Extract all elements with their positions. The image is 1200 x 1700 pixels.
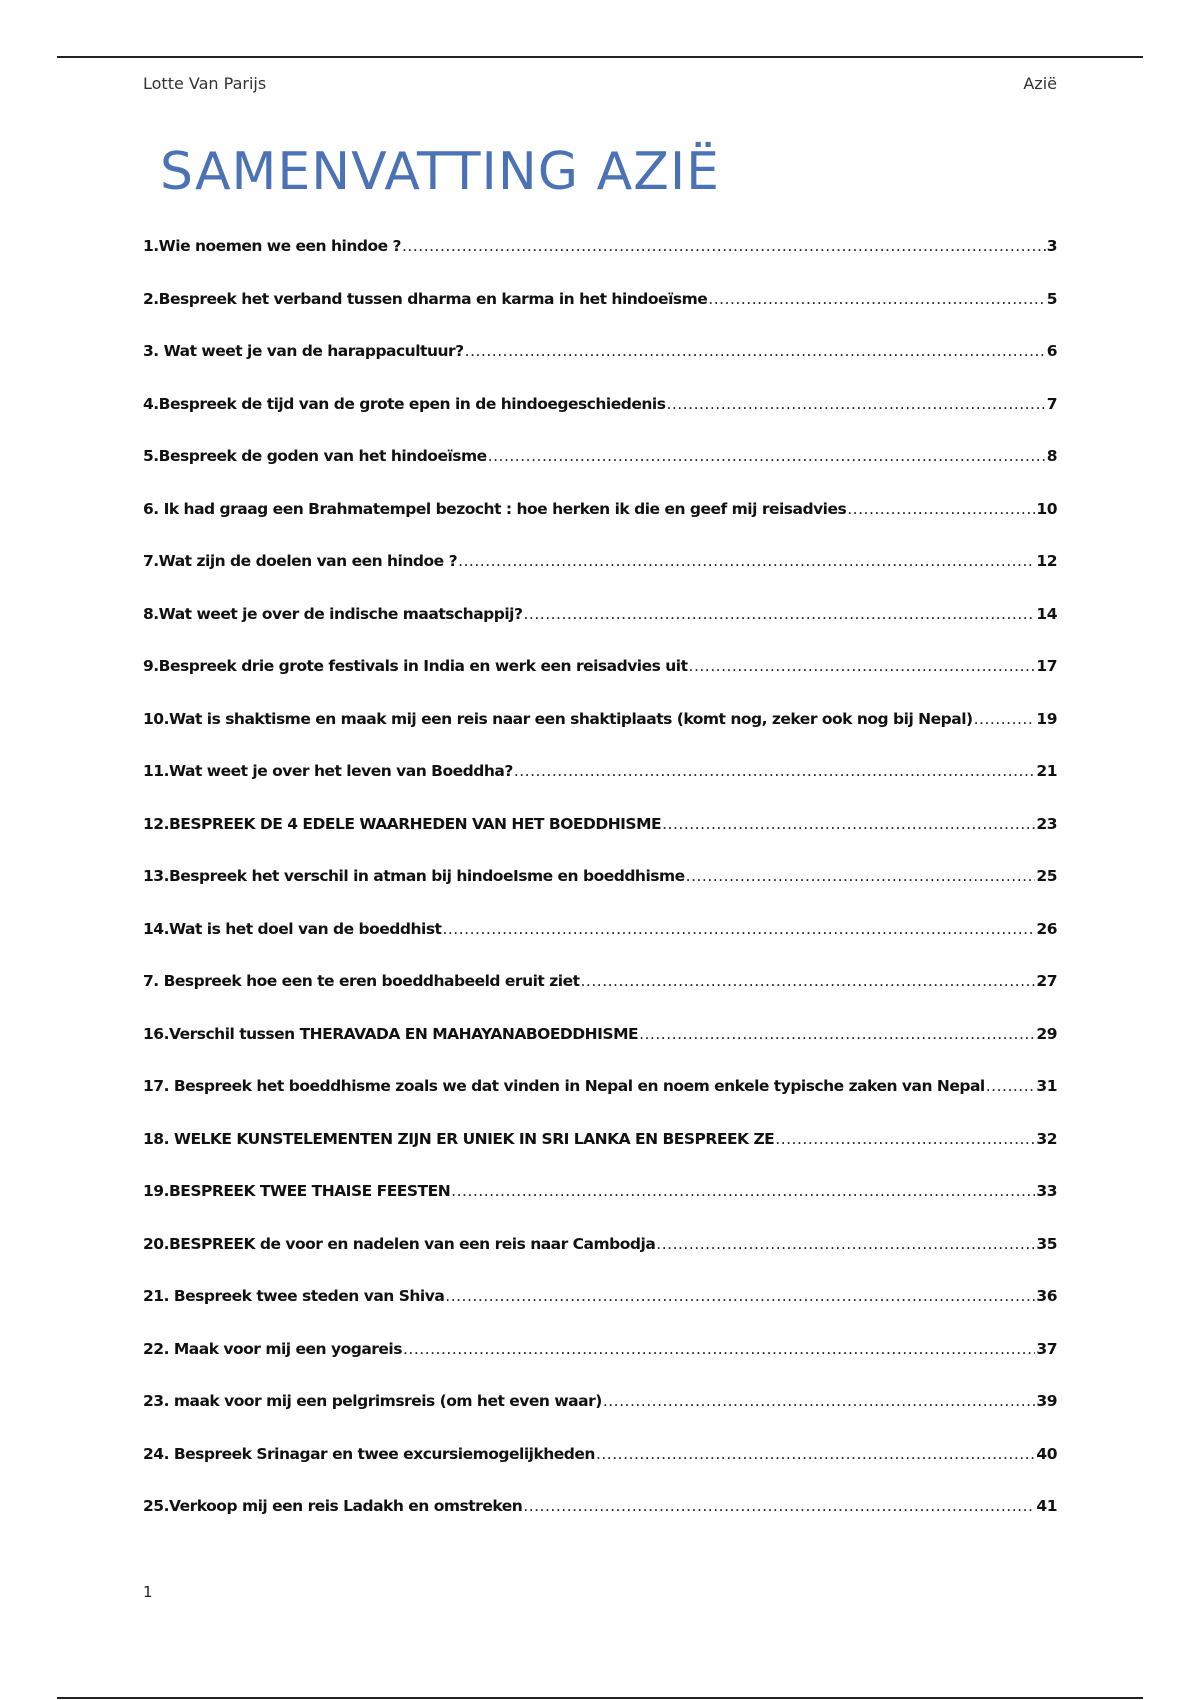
toc-entry-page: 23 (1036, 814, 1057, 833)
toc-entry-page: 33 (1036, 1182, 1057, 1200)
toc-entry-page: 25 (1036, 867, 1057, 885)
toc-entry-label: 7.Wat zijn de doelen van een hindoe ? (143, 552, 458, 570)
table-of-contents (143, 237, 1057, 1550)
toc-leader (458, 552, 1035, 570)
toc-entry[interactable] (143, 972, 1057, 1025)
toc-entry-page: 14 (1036, 604, 1057, 623)
toc-entry[interactable] (143, 1235, 1057, 1288)
toc-entry[interactable] (143, 762, 1057, 815)
toc-entry-page: 32 (1036, 1129, 1057, 1148)
toc-entry[interactable] (143, 1025, 1057, 1078)
toc-entry-page: 41 (1036, 1497, 1057, 1515)
toc-entry-label: 3. Wat weet je van de harappacultuur? (143, 342, 464, 360)
toc-entry-page: 36 (1036, 1287, 1057, 1305)
header-subject: Azië (1023, 74, 1057, 93)
toc-leader (523, 1497, 1035, 1515)
toc-entry-label: 22. Maak voor mij een yogareis (143, 1339, 402, 1358)
toc-entry[interactable] (143, 237, 1057, 290)
toc-entry-page: 26 (1036, 919, 1057, 938)
toc-leader (523, 605, 1035, 623)
toc-leader (403, 1340, 1035, 1358)
toc-entry-page: 37 (1036, 1339, 1057, 1358)
toc-entry-label: 5.Bespreek de goden van het hindoeïsme (143, 447, 487, 465)
toc-entry-label: 21. Bespreek twee steden van Shiva (143, 1287, 445, 1305)
toc-entry-label: 7. Bespreek hoe een te eren boeddhabeeld eruit ziet (143, 972, 580, 990)
toc-entry[interactable] (143, 657, 1057, 710)
toc-entry[interactable] (143, 1340, 1057, 1393)
toc-leader (639, 1025, 1035, 1043)
toc-entry[interactable] (143, 500, 1057, 553)
toc-entry-label: 18. WELKE KUNSTELEMENTEN ZIJN ER UNIEK IN SRI LANKA EN BESPREEK ZE (143, 1129, 775, 1148)
toc-leader (488, 447, 1046, 465)
toc-leader (465, 342, 1046, 360)
toc-entry-label: 1.Wie noemen we een hindoe ? (143, 237, 401, 255)
toc-entry-label: 8.Wat weet je over de indische maatschappij? (143, 604, 523, 623)
toc-entry-page: 7 (1046, 394, 1057, 413)
toc-entry-page: 6 (1046, 342, 1057, 360)
toc-entry[interactable] (143, 1497, 1057, 1550)
toc-entry[interactable] (143, 395, 1057, 448)
toc-entry-page: 21 (1036, 762, 1057, 780)
page-number: 1 (143, 1583, 153, 1601)
toc-entry-page: 27 (1036, 972, 1057, 990)
toc-entry[interactable] (143, 605, 1057, 658)
toc-entry-label: 10.Wat is shaktisme en maak mij een reis naar een shaktiplaats (komt nog, zeker ook nog bij Nepal) (143, 709, 973, 728)
toc-entry-label: 14.Wat is het doel van de boeddhist (143, 919, 442, 938)
toc-entry[interactable] (143, 447, 1057, 500)
toc-entry[interactable] (143, 342, 1057, 395)
toc-entry-label: 6. Ik had graag een Brahmatempel bezocht : hoe herken ik die en geef mij reisadvies (143, 499, 847, 518)
toc-entry[interactable] (143, 290, 1057, 343)
toc-leader (847, 500, 1035, 518)
toc-entry-page: 12 (1036, 552, 1057, 570)
toc-leader (689, 657, 1036, 675)
toc-entry[interactable] (143, 815, 1057, 868)
toc-leader (686, 867, 1036, 885)
toc-entry[interactable] (143, 1130, 1057, 1183)
toc-entry-label: 4.Bespreek de tijd van de grote epen in de hindoegeschiedenis (143, 394, 666, 413)
toc-leader (986, 1077, 1036, 1095)
toc-entry-page: 31 (1036, 1077, 1057, 1095)
toc-entry[interactable] (143, 1287, 1057, 1340)
toc-entry-page: 19 (1036, 709, 1057, 728)
toc-entry-label: 2.Bespreek het verband tussen dharma en karma in het hindoeïsme (143, 289, 708, 308)
toc-entry-page: 5 (1046, 289, 1057, 308)
toc-entry-page: 10 (1036, 499, 1057, 518)
toc-entry-label: 16.Verschil tussen THERAVADA EN MAHAYANABOEDDHISME (143, 1024, 639, 1043)
toc-entry-page: 17 (1036, 657, 1057, 675)
document-title: SAMENVATTING AZIË (160, 142, 721, 202)
header-rule (57, 56, 1143, 58)
toc-leader (775, 1130, 1035, 1148)
toc-leader (442, 920, 1035, 938)
toc-entry-page: 35 (1036, 1234, 1057, 1253)
header-author: Lotte Van Parijs (143, 74, 267, 93)
toc-leader (402, 237, 1046, 255)
toc-entry-label: 11.Wat weet je over het leven van Boeddha? (143, 762, 513, 780)
toc-leader (514, 762, 1036, 780)
toc-leader (445, 1287, 1035, 1305)
toc-entry-page: 3 (1046, 237, 1057, 255)
toc-entry-page: 39 (1036, 1392, 1057, 1410)
toc-entry-label: 19.BESPREEK TWEE THAISE FEESTEN (143, 1182, 451, 1200)
toc-entry-page: 40 (1036, 1444, 1057, 1463)
page-header (143, 74, 1057, 93)
toc-entry[interactable] (143, 1392, 1057, 1445)
toc-entry-label: 17. Bespreek het boeddhisme zoals we dat vinden in Nepal en noem enkele typische zaken van Nepal (143, 1077, 985, 1095)
toc-entry[interactable] (143, 920, 1057, 973)
toc-leader (581, 972, 1036, 990)
toc-entry-page: 8 (1046, 447, 1057, 465)
toc-entry[interactable] (143, 1445, 1057, 1498)
toc-entry[interactable] (143, 552, 1057, 605)
toc-entry-label: 25.Verkoop mij een reis Ladakh en omstreken (143, 1497, 523, 1515)
toc-entry-label: 12.BESPREEK DE 4 EDELE WAARHEDEN VAN HET BOEDDHISME (143, 814, 662, 833)
toc-leader (596, 1445, 1035, 1463)
toc-entry[interactable] (143, 1077, 1057, 1130)
toc-leader (603, 1392, 1036, 1410)
toc-entry-label: 9.Bespreek drie grote festivals in India en werk een reisadvies uit (143, 657, 688, 675)
toc-entry-label: 20.BESPREEK de voor en nadelen van een reis naar Cambodja (143, 1234, 656, 1253)
toc-leader (666, 395, 1045, 413)
toc-leader (708, 290, 1045, 308)
toc-entry-page: 29 (1036, 1024, 1057, 1043)
footer-rule (57, 1697, 1143, 1699)
toc-entry[interactable] (143, 867, 1057, 920)
toc-leader (974, 710, 1036, 728)
toc-leader (656, 1235, 1035, 1253)
toc-entry[interactable] (143, 1182, 1057, 1235)
toc-entry-label: 23. maak voor mij een pelgrimsreis (om het even waar) (143, 1392, 602, 1410)
toc-leader (451, 1182, 1035, 1200)
toc-entry[interactable] (143, 710, 1057, 763)
toc-leader (662, 815, 1035, 833)
toc-entry-label: 13.Bespreek het verschil in atman bij hindoeIsme en boeddhisme (143, 867, 685, 885)
toc-entry-label: 24. Bespreek Srinagar en twee excursiemogelijkheden (143, 1444, 595, 1463)
